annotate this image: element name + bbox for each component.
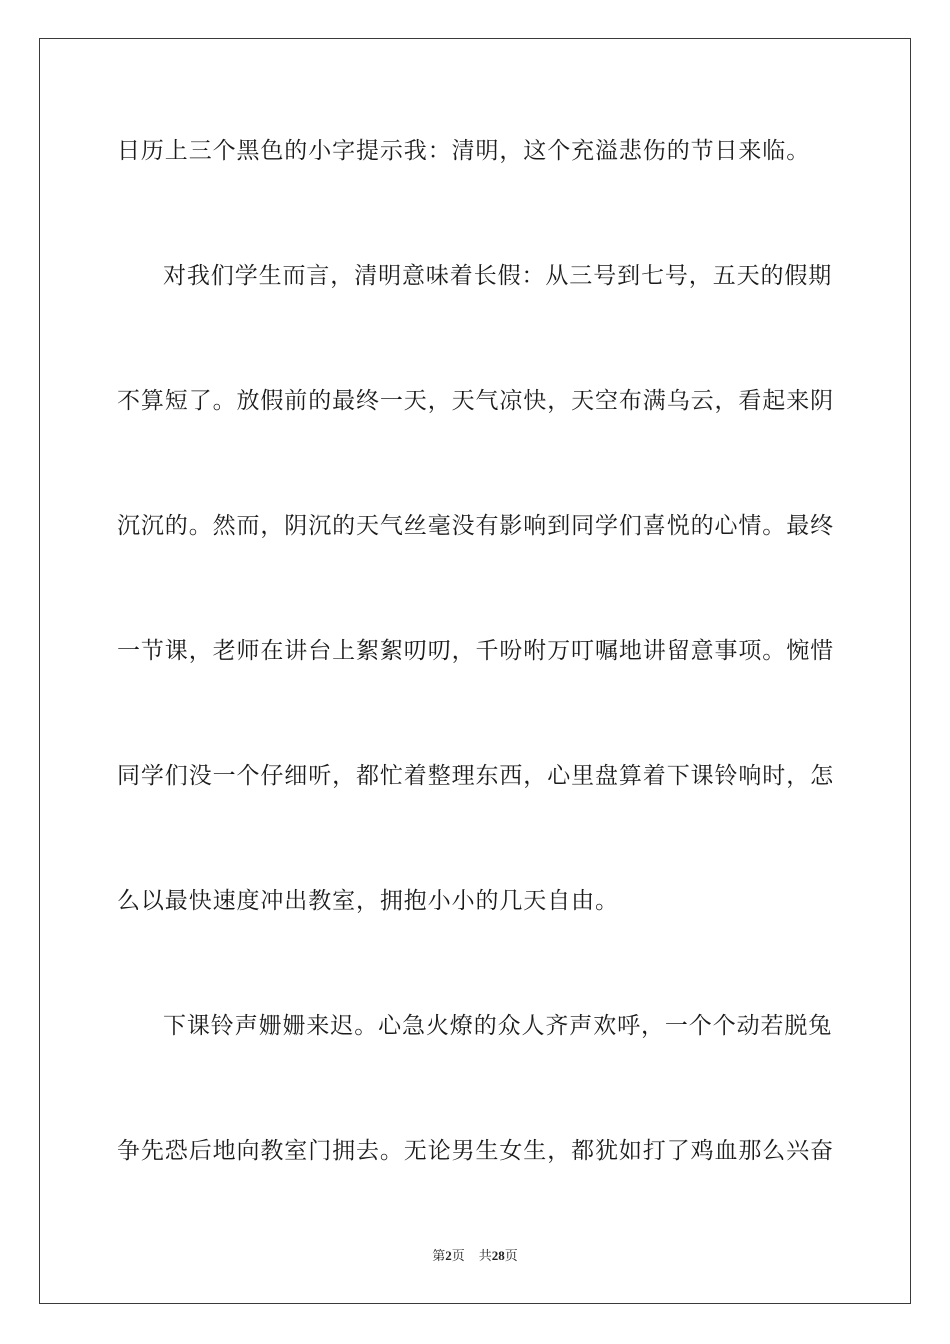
text-line-8: 下课铃声姗姗来迟。心急火燎的众人齐声欢呼，一个个动若脱兔 xyxy=(163,1013,833,1039)
text-line-6: 同学们没一个仔细听，都忙着整理东西，心里盘算着下课铃响时，怎 xyxy=(117,763,834,789)
page-prefix: 第 xyxy=(432,1248,446,1263)
total-pages-indicator xyxy=(479,1248,518,1263)
text-line-4: 沉沉的。然而，阴沉的天气丝毫没有影响到同学们喜悦的心情。最终 xyxy=(117,513,834,539)
text-line-5: 一节课，老师在讲台上絮絮叨叨，千吩咐万叮嘱地讲留意事项。惋惜 xyxy=(117,638,834,664)
text-line-7: 么以最快速度冲出教室，拥抱小小的几天自由。 xyxy=(117,888,619,914)
page-footer xyxy=(0,1247,950,1265)
page-number: 2 xyxy=(445,1248,452,1263)
page-suffix: 页 xyxy=(451,1248,465,1263)
total-prefix: 共 xyxy=(478,1248,492,1263)
text-line-2: 对我们学生而言，清明意味着长假：从三号到七号，五天的假期 xyxy=(163,263,833,289)
total-pages: 28 xyxy=(491,1248,505,1263)
text-line-1: 日历上三个黑色的小字提示我：清明，这个充溢悲伤的节日来临。 xyxy=(117,138,811,164)
total-suffix: 页 xyxy=(504,1248,518,1263)
page-border xyxy=(39,38,911,1304)
text-line-9: 争先恐后地向教室门拥去。无论男生女生，都犹如打了鸡血那么兴奋 xyxy=(117,1138,834,1164)
text-line-3: 不算短了。放假前的最终一天，天气凉快，天空布满乌云，看起来阴 xyxy=(117,388,834,414)
page-indicator xyxy=(432,1248,465,1263)
